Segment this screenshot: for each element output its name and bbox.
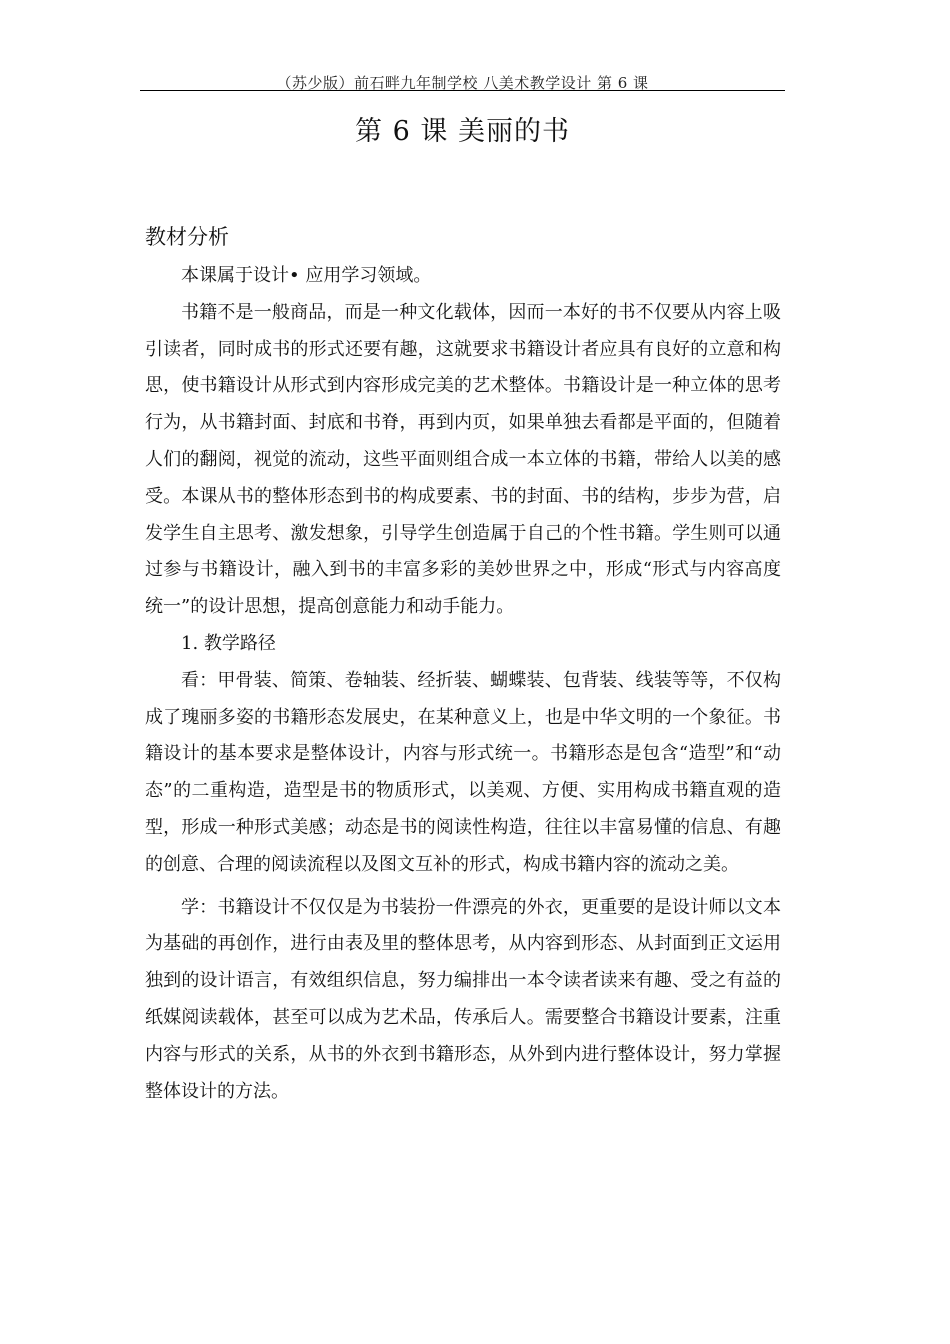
section-heading: 教材分析	[145, 225, 229, 249]
header-rule	[140, 90, 785, 91]
paragraph-learn: 学：书籍设计不仅仅是为书装扮一件漂亮的外衣，更重要的是设计师以文本为基础的再创作，进行由表及里的整体思考，从内容到形态、从封面到正文运用独到的设计语言，有效组织信息，努力编排出一本令读者读来有趣、受之有益的纸媒阅读载体，甚至可以成为艺术品，传承后人。需要整合书籍设计要素，注重内容与形式的关系，从书的外衣到书籍形态，从外到内进行整体设计，努力掌握整体设计的方法。	[145, 896, 781, 1102]
lesson-title: 第 6 课 美丽的书	[355, 116, 570, 147]
paragraph-subheading: 1. 教学路径	[181, 632, 276, 654]
paragraph-overview: 书籍不是一般商品，而是一种文化载体，因而一本好的书不仅要从内容上吸引读者，同时成书的形式还要有趣，这就要求书籍设计者应具有良好的立意和构思，使书籍设计从形式到内容形成完美的艺术整体。书籍设计是一种立体的思考行为，从书籍封面、封底和书脊，再到内页，如果单独去看都是平面的，但随着人们的翻阅，视觉的流动，这些平面则组合成一本立体的书籍，带给人以美的感受。本课从书的整体形态到书的构成要素、书的封面、书的结构，步步为营，启发学生自主思考、激发想象，引导学生创造属于自己的个性书籍。学生则可以通过参与书籍设计，融入到书的丰富多彩的美妙世界之中，形成“形式与内容高度统一”的设计思想，提高创意能力和动手能力。	[145, 301, 781, 618]
section-body	[145, 258, 781, 1110]
running-header: （苏少版）前石畔九年制学校 八美术教学设计 第 6 课	[276, 74, 649, 92]
paragraph-domain: 本课属于设计• 应用学习领域。	[181, 265, 432, 286]
paragraph-look: 看：甲骨装、简策、卷轴装、经折装、蝴蝶装、包背装、线装等等，不仅构成了瑰丽多姿的书籍形态发展史，在某种意义上，也是中华文明的一个象征。书籍设计的基本要求是整体设计，内容与形式统一。书籍形态是包含“造型”和“动态”的二重构造，造型是书的物质形式，以美观、方便、实用构成书籍直观的造型，形成一种形式美感；动态是书的阅读性构造，往往以丰富易懂的信息、有趣的创意、合理的阅读流程以及图文互补的形式，构成书籍内容的流动之美。	[145, 669, 781, 875]
